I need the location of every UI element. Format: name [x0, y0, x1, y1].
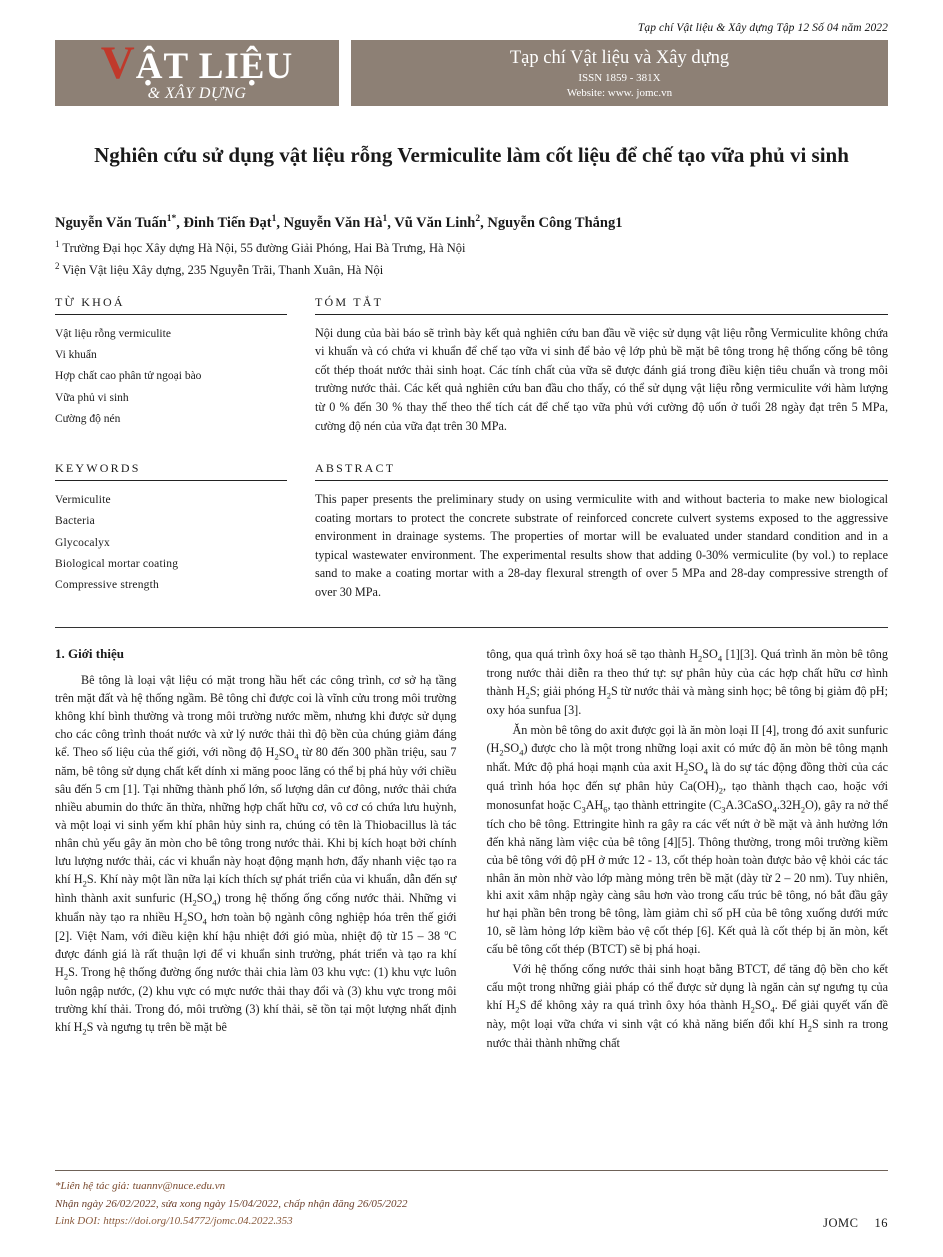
- masthead: [55, 36, 888, 106]
- abstract-vi-text: Nội dung của bài báo sẽ trình bày kết quả nghiên cứu ban đầu về việc sử dụng vật liệu rỗng Vermiculite không chứa vi khuẩn và có chứa vi khuẩn để chế tạo vữa vi sinh để bảo vệ lớp phủ bề mặt bê tông trong hệ thống cống bê tông cốt thép thoát nước thải sinh hoạt. Các tính chất của vữa sẽ được đánh giá trong điều kiện tiêu chuẩn và trong môi trường nước thải. Các kết quả nghiên cứu ban đầu cho thấy, có thể sử dụng vật liệu rỗng vermiculite với hàm lượng từ 0 % đến 30 % thay thế theo thể tích cát để chế tạo vữa phủ với cường độ uốn ở tuổi 28 ngày đạt trên 5 MPa, cường độ nén của vữa đạt trên 30 MPa.: [315, 325, 888, 433]
- abstract-vi-label: TÓM TẮT: [315, 295, 888, 315]
- page-number: 16: [874, 1216, 888, 1230]
- keywords-en-list: [55, 490, 287, 596]
- keyword-item: Glycocalyx: [55, 536, 111, 549]
- running-head: Tạp chí Vật liệu & Xây dựng Tập 12 Số 04 năm 2022: [637, 22, 888, 34]
- page-title: Nghiên cứu sử dụng vật liệu rỗng Vermiculite làm cốt liệu để chế tạo vữa phủ vi sinh: [94, 143, 849, 167]
- body-column-right: [487, 646, 889, 1053]
- keywords-vi-column: [55, 295, 287, 435]
- doi-link[interactable]: Link DOI: https://doi.org/10.54772/jomc.04.2022.353: [55, 1215, 293, 1228]
- submission-dates: Nhận ngày 26/02/2022, sửa xong ngày 15/04/2022, chấp nhận đăng 26/05/2022: [55, 1197, 408, 1210]
- keyword-item: Compressive strength: [55, 579, 159, 592]
- abstract-en-text: This paper presents the preliminary study on using vermiculite with and without bacteria to make new biological coating mortars to protect the concrete substrate of reinforced concrete culvert systems exposed to the aggressive environment in drainage systems. The properties of mortar will be evaluated under standard condition and in a typical wastewater environment. The experimental results show that adding 0-30% vermiculite (by vol.) to replace sand to make a coating mortar with a 28-day flexural strength of over 5 MPa and 28-day compressive strength of over 30 MPa.: [315, 492, 888, 599]
- section-divider: [55, 627, 888, 628]
- body-paragraph: tông, qua quá trình ôxy hoá sẽ tạo thành $H_2SO_4$ [1][3]. Quá trình ăn mòn bê tông trong nước thải diễn ra theo thứ tự: sự phân hủy của các hợp chất hữu cơ hình thành $H_2S$; giải phóng $H_2S$ từ nước thải và màng sinh học; bê tông bị giảm độ pH; oxy hóa sunfua [3].: [486, 647, 888, 718]
- logo-letter-v: V: [100, 36, 136, 89]
- body-paragraph: Ăn mòn bê tông do axit được gọi là ăn mòn loại II [4], trong đó axit sunfuric $(H_2SO_4)$ được cho là một trong những loại axit có mức độ ăn mòn bê tông mạnh nhất. Mức độ phá hoại mạnh của axit $H_2SO_4$ là do sự tác động đồng thời của các quá trình hóa học đến sự phân hủy $Ca(OH)_2$, tạo thành thạch cao, hoặc với monosunfat hoặc $C_3AH_6$, tạo thành ettringite $(C_3A.3CaSO_4.32H_2O)$, gây ra nở thể tích cho bê tông. Ettringite hình ra gây ra các vết nứt ở bề mặt và ảnh hưởng lớn đến khả năng làm việc của bê tông [4][5]. Thông thường, trong môi trường kiềm của bê tông với độ pH ở mức 12 - 13, cốt thép hoàn toàn được bảo vệ khỏi các tác nhân ăn mòn nhờ vào lớp màng mỏng trên bề mặt (dày từ 2 – 20 nm). Tuy nhiên, khi axit xâm nhập ngày càng sâu hơn vào trong cấu trúc bê tông, nó bắt đầu gây hư hại phần bên trong bê tông, làm giảm chỉ số pH của bê tông xuống dưới mức 10, sẽ làm hỏng lớp kiềm bảo vệ cốt thép [6]. Kết quả là cốt thép bị ăn mòn, kết cấu bê tông cốt thép (BTCT) sẽ bị phá hoại.: [486, 723, 889, 957]
- logo-main-rest: ẬT LIỆU: [135, 45, 294, 87]
- journal-issn: ISSN 1859 - 381X: [578, 71, 661, 84]
- logo-subtitle: & XÂY DỰNG: [147, 84, 247, 102]
- keywords-en-column: [55, 461, 287, 601]
- abstract-en-column: [315, 461, 888, 601]
- keyword-item: Vermiculite: [55, 494, 111, 507]
- journal-short-name: JOMC: [823, 1216, 859, 1230]
- body-paragraph: Với hệ thống cống nước thải sinh hoạt bằng BTCT, để tăng độ bền cho kết cấu một trong những giải pháp có thể được sử dụng là ngăn cản sự ngưng tụ của khí $H_2S$ để không xảy ra quá trình ôxy hóa thành $H_2SO_4$. Để giải quyết vấn đề này, một loại vữa chứa vi sinh vật có khả năng biến đổi khí $H_2S$ sinh ra trong nước thải thành những chất: [486, 962, 888, 1050]
- page-footer: [55, 1170, 888, 1231]
- keyword-item: Biological mortar coating: [55, 557, 179, 570]
- keyword-item: Vữa phủ vi sinh: [55, 391, 129, 404]
- journal-website: Website: www. jomc.vn: [566, 86, 673, 99]
- keyword-item: Vật liệu rỗng vermiculite: [55, 327, 171, 340]
- body-column-left: [55, 646, 457, 1053]
- journal-logo: [55, 36, 339, 106]
- abstract-english: [55, 461, 888, 601]
- affiliation-2: $^2$ Viện Vật liệu Xây dựng, 235 Nguyễn Trãi, Thanh Xuân, Hà Nội: [55, 260, 384, 277]
- corresponding-author-email[interactable]: *Liên hệ tác giả: tuannv@nuce.edu.vn: [55, 1180, 226, 1193]
- journal-title: Tạp chí Vật liệu và Xây dựng: [509, 47, 730, 68]
- keyword-item: Bacteria: [55, 515, 95, 528]
- keywords-vi-label: TỪ KHOÁ: [55, 295, 287, 315]
- journal-info-box: [351, 40, 888, 106]
- keyword-item: Vi khuẩn: [55, 349, 97, 362]
- author-list: Nguyễn Văn Tuấn$^{1*}$, Đinh Tiến Đạt$^1$, Nguyễn Văn $Hà^1$, Vũ Văn Linh$^2$, Nguyễn Công Thắng1: [55, 214, 623, 232]
- abstract-vi-column: [315, 295, 888, 435]
- section-heading-introduction: 1. Giới thiệu: [55, 646, 124, 662]
- abstract-vietnamese: [55, 295, 888, 435]
- abstract-en-label: ABSTRACT: [315, 461, 888, 481]
- footer-divider: [55, 1170, 888, 1171]
- keyword-item: Cường độ nén: [55, 412, 121, 425]
- keywords-en-label: KEYWORDS: [55, 461, 287, 481]
- logo-main-text: [100, 36, 294, 89]
- body-paragraph: Bê tông là loại vật liệu có mặt trong hầu hết các công trình, cơ sở hạ tầng trên mặt đất và hệ thống ngầm. Bê tông chỉ được coi là vĩnh cửu trong môi trường không khí bình thường và trong môi trường nước mềm, nhưng khi được sử dụng cho các công trình thoát nước và xử lý nước thải thì độ bền của chúng giảm đáng kể. Theo số liệu của thế giới, với nồng độ $H_2SO_4$ từ 80 đến 300 phần triệu, sau 7 năm, bê tông sử dụng chất kết dính xi măng pooc lăng có thể bị phá hủy với chiều sâu đến 5 cm [1]. Tại những thành phố lớn, số lượng dân cư đông, nước thải chứa nhiều abumin do thức ăn thừa, những hợp chất hữu cơ, vô cơ có chứa lưu huỳnh, và một loại vi sinh yếm khí phân hủy sinh ra, chúng có tên là Thiobacillus là tác nhân chủ yếu gây ăn mòn cho bê tông trong nước thải. Khi bị kích hoạt bởi chính lưu lượng nước thải, các vi khuẩn này hoạt động mạnh hơn, đẩy nhanh việc tạo ra khí $H_2S$. Khí này một lần nữa lại kích thích sự phát triển của vi khuẩn, dẫn đến sự hình thành axit sunfuric $(H_2SO_4)$ trong hệ thống ống cống nước thải. Những vi khuẩn này tạo ra nhiều $H_2SO_4$ hơn toàn bộ ngành công nghiệp hóa trên thế giới [2]. Việt Nam, với điều kiện khí hậu nhiệt đới gió mùa, nhiệt độ từ 15 – 38 $^o$C được đánh giá là rất thuận lợi để vi khuẩn sinh trưởng, phát triển và tạo ra khí $H_2S$. Trong hệ thống đường ống nước thải chia làm 03 khu vực: (1) khu vực luôn luôn ngập nước, (2) khu vực có mực nước thải thay đổi và (3) khu vực trong môi trường khí thải. Trong đó, môi trường (3) khí thải, sẽ tồn tại một lượng nhất định khí $H_2S$ và ngưng tụ trên bề mặt bê: [55, 673, 457, 1037]
- affiliation-1: $^1$ Trường Đại học Xây dựng Hà Nội, 55 đường Giải Phóng, Hai Bà Trưng, Hà Nội: [55, 239, 466, 256]
- keyword-item: Hợp chất cao phân tử ngoại bào: [55, 370, 202, 383]
- body-columns: [55, 646, 888, 1053]
- keywords-vi-list: [55, 324, 287, 430]
